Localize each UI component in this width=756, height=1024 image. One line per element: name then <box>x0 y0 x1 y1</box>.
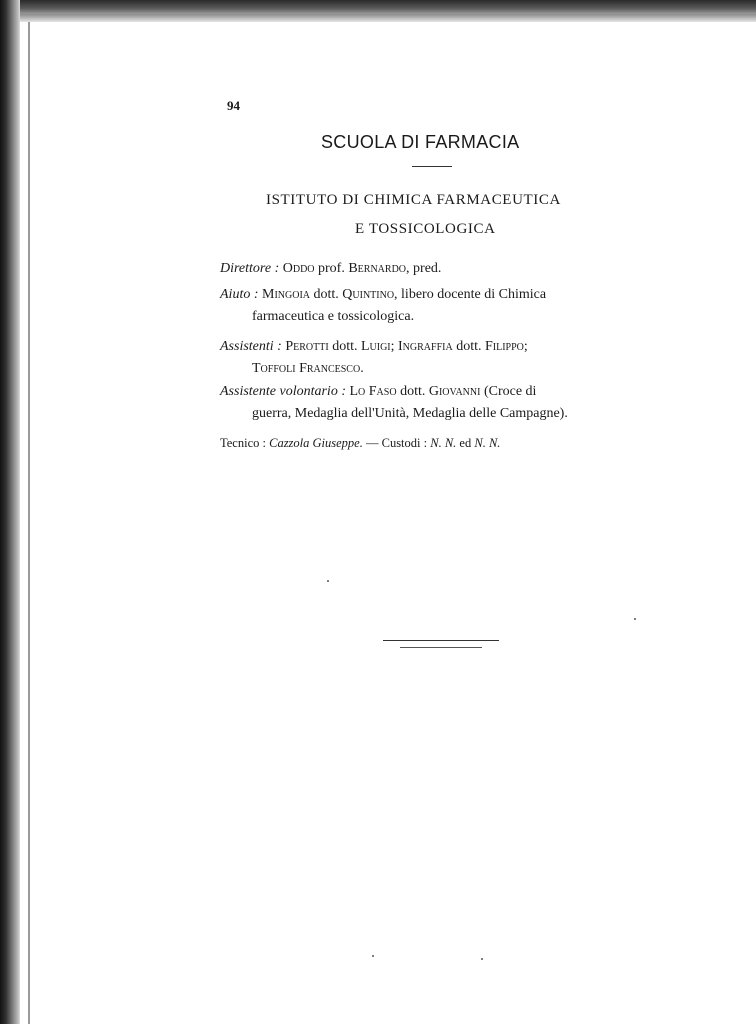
person-surname: Oddo <box>282 261 315 276</box>
role-label: Direttore : <box>220 261 280 276</box>
school-heading: SCUOLA DI FARMACIA <box>321 132 520 152</box>
person-note: , libero docente di Chimica <box>394 287 547 302</box>
separator: ; <box>390 339 395 354</box>
closing-rule-lower <box>400 647 482 648</box>
page-margin-line <box>28 22 30 1024</box>
scan-top-shadow <box>20 14 756 22</box>
separator: ; <box>523 339 528 354</box>
person-note: , pred. <box>406 261 442 276</box>
institute-heading-line1: ISTITUTO DI CHIMICA FARMACEUTICA <box>266 192 561 208</box>
person-title: dott. <box>400 384 426 399</box>
person-title: dott. <box>456 339 482 354</box>
person-surname: Ingraffia <box>398 339 453 354</box>
person-note-continued: farmaceutica e tossicologica. <box>252 309 415 324</box>
person-name: Luigi <box>360 339 391 354</box>
entry-assistente-volontario <box>220 381 660 425</box>
entry-aiuto <box>220 284 660 328</box>
person-title: dott. <box>313 287 339 302</box>
heading-rule <box>412 166 452 167</box>
tecnico-name: Cazzola Giuseppe. <box>269 436 363 450</box>
person-surname: Lo Faso <box>349 384 397 399</box>
person-name: Giovanni <box>428 384 481 399</box>
person-surname: Perotti <box>285 339 329 354</box>
dash: — <box>365 436 379 450</box>
speck <box>327 580 329 582</box>
scan-top-edge <box>0 0 756 14</box>
entry-assistenti <box>220 336 660 380</box>
entry-tecnico-custodi <box>220 432 660 454</box>
person-surname: Toffoli <box>252 361 296 376</box>
person-title: prof. <box>318 261 345 276</box>
separator: . <box>360 361 364 376</box>
person-name: Quintino <box>342 287 395 302</box>
person-surname: Mingoia <box>262 287 310 302</box>
custodi-label: Custodi : <box>381 436 428 450</box>
person-name: Filippo <box>484 339 524 354</box>
book-spine-edge <box>0 0 20 1024</box>
closing-rule-upper <box>383 640 499 641</box>
person-name: Francesco <box>299 361 361 376</box>
speck <box>634 618 636 620</box>
role-label: Aiuto : <box>220 287 259 302</box>
institute-heading-line2: E TOSSICOLOGICA <box>355 221 496 237</box>
person-note: (Croce di <box>483 384 537 399</box>
person-name: Bernardo <box>348 261 407 276</box>
person-note-continued: guerra, Medaglia dell'Unità, Medaglia delle Campagne). <box>252 406 568 421</box>
role-label: Assistenti : <box>220 339 282 354</box>
speck <box>372 955 374 957</box>
page-number: 94 <box>227 98 240 113</box>
role-label: Assistente volontario : <box>220 384 346 399</box>
custodi-2: N. N. <box>474 436 501 450</box>
custodi-ed: ed <box>459 436 472 450</box>
entry-direttore <box>220 258 660 280</box>
tecnico-label: Tecnico : <box>220 436 266 450</box>
person-title: dott. <box>332 339 358 354</box>
custodi-1: N. N. <box>430 436 457 450</box>
speck <box>481 958 483 960</box>
